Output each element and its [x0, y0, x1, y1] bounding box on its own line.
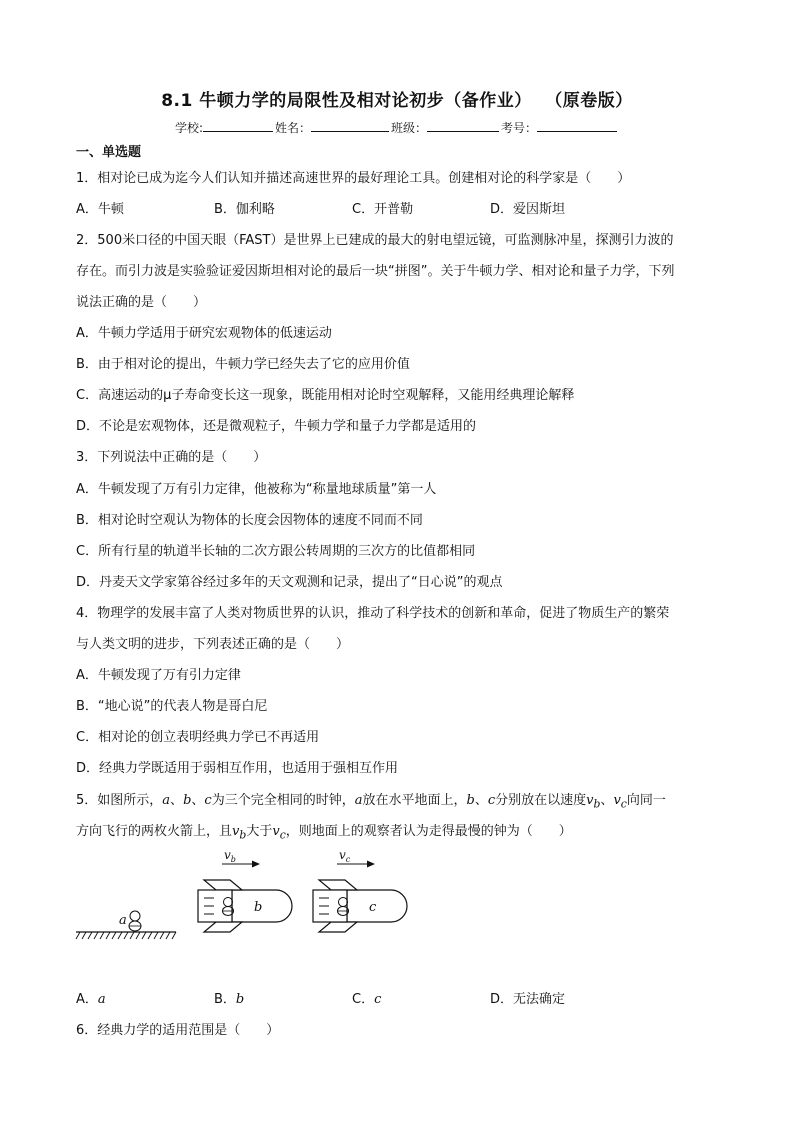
q2-option-d[interactable]: D．不论是宏观物体，还是微观粒子，牛顿力学和量子力学都是适用的 — [76, 419, 477, 434]
q5-option-d[interactable] — [490, 988, 565, 1007]
clock-a — [129, 911, 141, 931]
q3-option-a[interactable]: A．牛顿发现了万有引力定律，他被称为“称量地球质量”第一人 — [76, 482, 437, 497]
q2-stem-line-2: 存在。而引力波是实验验证爱因斯坦相对论的最后一块“拼图”。关于牛顿力学、相对论和量子力学，下列 — [76, 264, 675, 279]
q5-stem-line-1 — [76, 789, 666, 811]
q5-var-vb-sub: b — [593, 797, 601, 811]
q5-var-c: c — [487, 793, 496, 808]
q1-option-a[interactable]: A．牛顿 — [76, 202, 124, 217]
student-info-line — [0, 119, 794, 136]
q4-option-c[interactable]: C．相对论的创立表明经典力学已不再适用 — [76, 730, 320, 745]
q5-var-vb-sub: b — [239, 828, 247, 842]
q5-text: 放在水平地面上， — [362, 793, 467, 808]
label-a: a — [119, 913, 127, 928]
velocity-c-subscript: c — [345, 855, 351, 864]
velocity-c-label — [339, 848, 351, 864]
q5-option-c[interactable] — [352, 988, 381, 1007]
q5-var-c: c — [204, 793, 212, 808]
q2-option-c[interactable]: C．高速运动的μ子寿命变长这一现象，既能用相对论时空观解释，又能用经典理论解释 — [76, 388, 575, 403]
option-prefix: D． — [490, 992, 514, 1007]
q5-var-b: b — [183, 793, 192, 808]
class-blank[interactable] — [427, 120, 499, 132]
q5-sep: 、 — [170, 793, 184, 808]
q1-option-b[interactable]: B．伽利略 — [214, 202, 275, 217]
q5-option-a[interactable] — [76, 988, 106, 1007]
document-title — [0, 86, 794, 111]
q5-text: 方向飞行的两枚火箭上，且 — [76, 824, 233, 839]
school-label: 学校: — [174, 121, 203, 135]
velocity-c-symbol: v — [339, 848, 346, 862]
q5-sep: 、 — [191, 793, 205, 808]
exam-no-blank[interactable] — [537, 120, 617, 132]
q5-var-vb: v — [586, 793, 594, 808]
label-b: b — [254, 900, 263, 915]
q5-var-vc: v — [272, 824, 280, 839]
class-label: 班级： — [391, 121, 428, 135]
q4-stem-line-1: 4．物理学的发展丰富了人类对物质世界的认识，推动了科学技术的创新和革命，促进了物质生产的繁荣 — [76, 606, 670, 621]
q3-option-c[interactable]: C．所有行星的轨道半长轴的二次方跟公转周期的三次方的比值都相同 — [76, 544, 476, 559]
velocity-b-label — [224, 848, 236, 864]
q4-option-b[interactable]: B．“地心说”的代表人物是哥白尼 — [76, 699, 268, 714]
velocity-b-subscript: b — [230, 855, 236, 864]
q5-sep: 、 — [600, 793, 614, 808]
q2-stem-line-1: 2．500米口径的中国天眼（FAST）是世界上已建成的最大的射电望远镜，可监测脉冲星，探测引力波的 — [76, 233, 674, 248]
rocket-c — [313, 861, 407, 933]
title-edition: （原卷版） — [553, 91, 633, 111]
q5-var-vb: v — [232, 824, 240, 839]
q5-var-vc: v — [613, 793, 621, 808]
q5-var-vc-sub: c — [620, 797, 627, 811]
q2-option-a[interactable]: A．牛顿力学适用于研究宏观物体的低速运动 — [76, 326, 332, 341]
q1-stem: 1．相对论已成为迄今人们认知并描述高速世界的最好理论工具。创建相对论的科学家是（ ） — [76, 171, 631, 186]
name-blank[interactable] — [311, 120, 389, 132]
q5-text: 向同一 — [626, 793, 666, 808]
q5-text: 5．如图所示， — [76, 793, 163, 808]
ground — [76, 932, 176, 939]
label-c: c — [369, 900, 377, 915]
q5-text: 分别放在以速度 — [495, 793, 587, 808]
option-value: 无法确定 — [513, 992, 566, 1007]
q5-text: ，则地面上的观察者认为走得最慢的钟为（ ） — [285, 824, 572, 839]
option-value: b — [235, 992, 245, 1007]
q5-var-a: a — [162, 793, 171, 808]
q6-stem: 6．经典力学的适用范围是（ ） — [76, 1023, 280, 1038]
q3-option-d[interactable]: D．丹麦天文学家第谷经过多年的天文观测和记录，提出了“日心说”的观点 — [76, 575, 503, 590]
name-label: 姓名： — [275, 121, 312, 135]
velocity-b-symbol: v — [224, 848, 231, 862]
q5-figure — [72, 848, 412, 944]
q1-option-d[interactable]: D．爱因斯坦 — [490, 202, 566, 217]
q2-stem-line-3: 说法正确的是（ ） — [76, 295, 207, 310]
q5-option-b[interactable] — [214, 988, 244, 1007]
title-text: 8.1 牛顿力学的局限性及相对论初步（备作业） — [161, 91, 532, 111]
q5-var-b: b — [466, 793, 475, 808]
option-prefix: B． — [214, 992, 236, 1007]
q4-option-a[interactable]: A．牛顿发现了万有引力定律 — [76, 668, 241, 683]
q3-stem: 3．下列说法中正确的是（ ） — [76, 450, 267, 465]
q5-text: 大于 — [246, 824, 273, 839]
school-blank[interactable] — [203, 120, 273, 132]
q3-option-b[interactable]: B．相对论时空观认为物体的长度会因物体的速度不同而不同 — [76, 513, 423, 528]
option-prefix: A． — [76, 992, 98, 1007]
q5-var-a: a — [354, 793, 363, 808]
exam-no-label: 考号： — [501, 121, 538, 135]
q5-text: 为三个完全相同的时钟， — [211, 793, 355, 808]
q2-option-b[interactable]: B．由于相对论的提出，牛顿力学已经失去了它的应用价值 — [76, 357, 410, 372]
q1-option-c[interactable]: C．开普勒 — [352, 202, 414, 217]
q4-option-d[interactable]: D．经典力学既适用于弱相互作用，也适用于强相互作用 — [76, 761, 399, 776]
q4-stem-line-2: 与人类文明的进步，下列表述正确的是（ ） — [76, 637, 350, 652]
option-prefix: C． — [352, 992, 375, 1007]
option-value: c — [374, 992, 382, 1007]
q5-var-vc-sub: c — [279, 828, 286, 842]
q5-sep: 、 — [474, 793, 488, 808]
rocket-b — [198, 861, 292, 933]
q5-stem-line-2 — [76, 820, 572, 842]
section-heading: 一、单选题 — [76, 145, 142, 160]
option-value: a — [97, 992, 106, 1007]
